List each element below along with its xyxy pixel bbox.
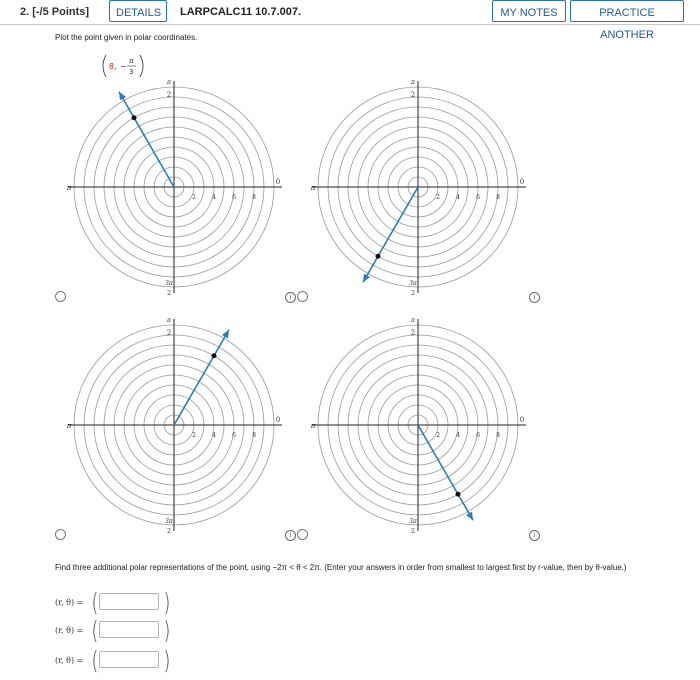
- answer-open-paren: (: [91, 588, 99, 617]
- angle-label-pi-over-2-den: 2: [410, 91, 416, 99]
- radius-tick-label: 2: [192, 432, 196, 439]
- left-paren: [103, 55, 106, 77]
- info-icon[interactable]: i: [529, 292, 540, 303]
- plotted-point: [132, 115, 137, 120]
- info-icon[interactable]: i: [285, 292, 296, 303]
- angle-label-3pi-over-2-num: 3π: [409, 518, 417, 525]
- point-denominator: 3: [129, 68, 134, 76]
- angle-label-pi-over-2-den: 2: [166, 91, 172, 99]
- angle-label-3pi-over-2-num: 3π: [409, 280, 417, 287]
- plotted-ray: [174, 330, 229, 425]
- point-sign: −: [120, 62, 127, 71]
- polar-grid: [306, 314, 530, 534]
- answer-label: (r, θ) =: [55, 598, 84, 607]
- angle-label-pi-over-2-num: π: [411, 79, 415, 86]
- angle-label-pi-over-2-den: 2: [410, 329, 416, 337]
- radio-option-c[interactable]: [55, 529, 66, 540]
- answer-input-3[interactable]: [99, 651, 159, 668]
- angle-label-zero: 0: [275, 178, 281, 186]
- answer-close-paren: ): [163, 616, 171, 645]
- point-numerator: π: [129, 57, 134, 65]
- details-button[interactable]: DETAILS: [109, 0, 167, 22]
- radius-tick-label: 4: [456, 432, 460, 439]
- radius-tick-label: 4: [456, 194, 460, 201]
- angle-label-pi-over-2-den: 2: [166, 329, 172, 337]
- right-paren: [140, 55, 143, 77]
- answer-close-paren: ): [163, 646, 171, 675]
- plotted-point: [376, 254, 381, 259]
- radius-tick-label: 2: [436, 194, 440, 201]
- angle-label-3pi-over-2-den: 2: [167, 290, 171, 296]
- angle-label-pi: π: [66, 422, 72, 430]
- radius-tick-label: 4: [212, 194, 216, 201]
- angle-label-pi: π: [310, 184, 316, 192]
- answer-row-3: [55, 648, 215, 674]
- info-icon[interactable]: i: [285, 530, 296, 541]
- polar-graph-option-b: [306, 76, 530, 296]
- point-r-value: 8,: [109, 62, 117, 71]
- answer-input-1[interactable]: [99, 593, 159, 610]
- polar-graph-option-d: [306, 314, 530, 534]
- radius-tick-label: 8: [496, 432, 500, 439]
- practice-another-button[interactable]: PRACTICE ANOTHER: [570, 0, 684, 22]
- answer-label: (r, θ) =: [55, 626, 84, 635]
- answer-close-paren: ): [163, 588, 171, 617]
- polar-grid: [306, 76, 530, 296]
- angle-label-pi-over-2-num: π: [167, 317, 171, 324]
- angle-label-pi-over-2-num: π: [411, 317, 415, 324]
- radius-tick-label: 6: [232, 194, 236, 201]
- angle-label-zero: 0: [275, 416, 281, 424]
- radius-tick-label: 8: [252, 432, 256, 439]
- polar-grid: [62, 314, 286, 534]
- radius-tick-label: 4: [212, 432, 216, 439]
- angle-label-3pi-over-2-num: 3π: [165, 280, 173, 287]
- radio-option-a[interactable]: [55, 291, 66, 302]
- radius-tick-label: 2: [436, 432, 440, 439]
- angle-label-3pi-over-2-den: 2: [411, 528, 415, 534]
- angle-label-3pi-over-2-den: 2: [411, 290, 415, 296]
- angle-label-3pi-over-2-num: 3π: [165, 518, 173, 525]
- polar-graph-option-c: [62, 314, 286, 534]
- radius-tick-label: 2: [192, 194, 196, 201]
- radius-tick-label: 6: [476, 194, 480, 201]
- question-points: 2. [-/5 Points]: [20, 6, 90, 18]
- angle-label-pi: π: [66, 184, 72, 192]
- info-icon[interactable]: i: [529, 530, 540, 541]
- angle-label-zero: 0: [519, 416, 525, 424]
- question-id: LARPCALC11 10.7.007.: [180, 6, 302, 18]
- plotted-point: [456, 492, 461, 497]
- radio-option-b[interactable]: [297, 291, 308, 302]
- radius-tick-label: 6: [232, 432, 236, 439]
- plotted-ray: [418, 425, 473, 520]
- radio-option-d[interactable]: [297, 529, 308, 540]
- plotted-ray: [363, 187, 418, 282]
- my-notes-button[interactable]: MY NOTES: [492, 0, 566, 22]
- answer-row-2: [55, 618, 215, 644]
- answer-label: (r, θ) =: [55, 656, 84, 665]
- answer-open-paren: (: [91, 616, 99, 645]
- angle-label-zero: 0: [519, 178, 525, 186]
- angle-label-3pi-over-2-den: 2: [167, 528, 171, 534]
- answer-row-1: [55, 590, 215, 616]
- angle-label-pi: π: [310, 422, 316, 430]
- instruction-text: Plot the point given in polar coordinates.: [55, 33, 198, 42]
- plotted-point: [212, 353, 217, 358]
- polar-graph-option-a: [62, 76, 286, 296]
- answer-input-2[interactable]: [99, 621, 159, 638]
- polar-grid: [62, 76, 286, 296]
- radius-tick-label: 8: [496, 194, 500, 201]
- answer-open-paren: (: [91, 646, 99, 675]
- angle-label-pi-over-2-num: π: [167, 79, 171, 86]
- plotted-ray: [119, 92, 174, 187]
- radius-tick-label: 8: [252, 194, 256, 201]
- question-text: Find three additional polar representations of the point, using −2π < θ < 2π. (Enter your answers in order from smallest to largest first by r-value, then by θ-value.): [55, 563, 627, 572]
- radius-tick-label: 6: [476, 432, 480, 439]
